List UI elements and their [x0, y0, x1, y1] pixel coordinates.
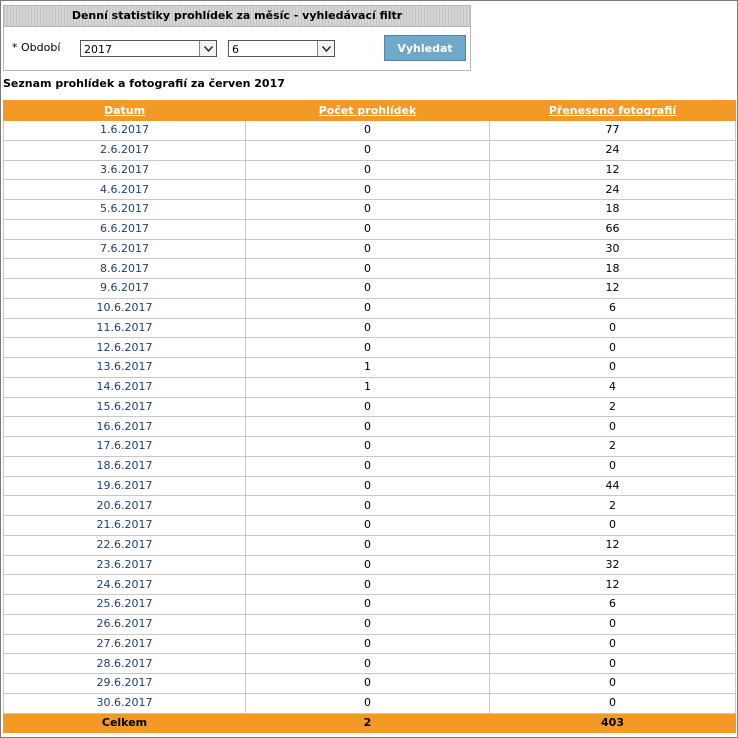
row-date: 15.6.2017: [4, 397, 246, 417]
row-date: 16.6.2017: [4, 417, 246, 437]
table-row: [4, 358, 736, 378]
table-row: [4, 417, 736, 437]
row-date: 5.6.2017: [4, 200, 246, 220]
table-row: [4, 200, 736, 220]
row-photos: 2: [490, 437, 736, 457]
row-visits: 0: [246, 535, 490, 555]
table-header-row: [4, 101, 736, 121]
row-photos: 12: [490, 575, 736, 595]
column-header-date[interactable]: Datum: [4, 101, 246, 121]
table-row: [4, 140, 736, 160]
total-label: Celkem: [4, 713, 246, 733]
row-photos: 2: [490, 397, 736, 417]
row-date: 23.6.2017: [4, 555, 246, 575]
row-date: 14.6.2017: [4, 377, 246, 397]
table-row: [4, 575, 736, 595]
table-body: [4, 121, 736, 714]
row-visits: 0: [246, 614, 490, 634]
row-date: 12.6.2017: [4, 338, 246, 358]
row-date: 19.6.2017: [4, 476, 246, 496]
row-photos: 0: [490, 634, 736, 654]
table-row: [4, 160, 736, 180]
row-photos: 44: [490, 476, 736, 496]
row-date: 20.6.2017: [4, 496, 246, 516]
table-row: [4, 437, 736, 457]
row-visits: 0: [246, 575, 490, 595]
table-row: [4, 397, 736, 417]
table-row: [4, 259, 736, 279]
table-row: [4, 634, 736, 654]
row-visits: 0: [246, 279, 490, 299]
month-select-value: 6: [232, 43, 239, 56]
row-photos: 0: [490, 318, 736, 338]
row-visits: 0: [246, 121, 490, 141]
statistics-table: [3, 100, 736, 733]
column-header-visits[interactable]: Počet prohlídek: [246, 101, 490, 121]
row-date: 2.6.2017: [4, 140, 246, 160]
chevron-down-icon[interactable]: [317, 41, 334, 56]
row-photos: 24: [490, 140, 736, 160]
row-photos: 30: [490, 239, 736, 259]
row-visits: 0: [246, 318, 490, 338]
row-visits: 0: [246, 160, 490, 180]
table-row: [4, 377, 736, 397]
row-photos: 18: [490, 200, 736, 220]
total-visits: 2: [246, 713, 490, 733]
total-photos: 403: [490, 713, 736, 733]
table-row: [4, 555, 736, 575]
row-date: 24.6.2017: [4, 575, 246, 595]
row-date: 6.6.2017: [4, 219, 246, 239]
period-label: * Období: [12, 41, 61, 54]
row-date: 22.6.2017: [4, 535, 246, 555]
filter-title: Denní statistiky prohlídek za měsíc - vyhledávací filtr: [4, 6, 470, 27]
row-date: 17.6.2017: [4, 437, 246, 457]
row-date: 18.6.2017: [4, 456, 246, 476]
row-visits: 0: [246, 476, 490, 496]
row-photos: 24: [490, 180, 736, 200]
row-photos: 6: [490, 595, 736, 615]
row-photos: 12: [490, 535, 736, 555]
year-select-value: 2017: [84, 43, 112, 56]
row-photos: 0: [490, 693, 736, 713]
row-photos: 0: [490, 614, 736, 634]
row-visits: 0: [246, 516, 490, 536]
chevron-down-icon[interactable]: [199, 41, 216, 56]
table-row: [4, 535, 736, 555]
row-visits: 0: [246, 496, 490, 516]
row-photos: 0: [490, 516, 736, 536]
row-visits: 0: [246, 397, 490, 417]
row-photos: 12: [490, 279, 736, 299]
list-title: Seznam prohlídek a fotografií za červen 2017: [3, 77, 285, 90]
row-date: 25.6.2017: [4, 595, 246, 615]
row-photos: 32: [490, 555, 736, 575]
table-row: [4, 338, 736, 358]
row-photos: 2: [490, 496, 736, 516]
row-date: 21.6.2017: [4, 516, 246, 536]
table-row: [4, 298, 736, 318]
row-photos: 77: [490, 121, 736, 141]
table-row: [4, 614, 736, 634]
table-row: [4, 180, 736, 200]
row-photos: 0: [490, 456, 736, 476]
row-photos: 0: [490, 417, 736, 437]
row-date: 10.6.2017: [4, 298, 246, 318]
year-select[interactable]: [80, 40, 217, 57]
row-visits: 0: [246, 298, 490, 318]
row-visits: 1: [246, 377, 490, 397]
table-row: [4, 496, 736, 516]
table-total-row: [4, 713, 736, 733]
row-date: 28.6.2017: [4, 654, 246, 674]
row-date: 13.6.2017: [4, 358, 246, 378]
month-select[interactable]: [228, 40, 335, 57]
row-visits: 0: [246, 140, 490, 160]
row-photos: 12: [490, 160, 736, 180]
row-visits: 0: [246, 219, 490, 239]
row-date: 1.6.2017: [4, 121, 246, 141]
row-visits: 0: [246, 555, 490, 575]
table-row: [4, 121, 736, 141]
row-visits: 0: [246, 456, 490, 476]
row-photos: 6: [490, 298, 736, 318]
table-row: [4, 239, 736, 259]
table-row: [4, 318, 736, 338]
table-row: [4, 654, 736, 674]
column-header-photos[interactable]: Přeneseno fotografií: [490, 101, 736, 121]
row-visits: 0: [246, 437, 490, 457]
row-photos: 0: [490, 338, 736, 358]
row-photos: 4: [490, 377, 736, 397]
row-visits: 0: [246, 674, 490, 694]
row-photos: 66: [490, 219, 736, 239]
row-photos: 0: [490, 674, 736, 694]
table-row: [4, 516, 736, 536]
row-date: 9.6.2017: [4, 279, 246, 299]
search-button[interactable]: Vyhledat: [384, 35, 466, 61]
table-row: [4, 674, 736, 694]
row-date: 26.6.2017: [4, 614, 246, 634]
filter-row: [4, 27, 470, 67]
row-visits: 0: [246, 417, 490, 437]
row-date: 4.6.2017: [4, 180, 246, 200]
row-visits: 0: [246, 180, 490, 200]
row-visits: 0: [246, 239, 490, 259]
row-photos: 18: [490, 259, 736, 279]
row-date: 11.6.2017: [4, 318, 246, 338]
row-date: 27.6.2017: [4, 634, 246, 654]
row-date: 30.6.2017: [4, 693, 246, 713]
row-visits: 0: [246, 693, 490, 713]
table-row: [4, 693, 736, 713]
search-filter-panel: [3, 5, 471, 71]
row-visits: 0: [246, 200, 490, 220]
row-photos: 0: [490, 654, 736, 674]
row-photos: 0: [490, 358, 736, 378]
row-date: 7.6.2017: [4, 239, 246, 259]
table-row: [4, 219, 736, 239]
row-visits: 0: [246, 595, 490, 615]
table-row: [4, 279, 736, 299]
table-row: [4, 476, 736, 496]
table-row: [4, 456, 736, 476]
row-date: 8.6.2017: [4, 259, 246, 279]
row-visits: 0: [246, 259, 490, 279]
row-visits: 0: [246, 338, 490, 358]
table-row: [4, 595, 736, 615]
row-visits: 0: [246, 654, 490, 674]
row-date: 3.6.2017: [4, 160, 246, 180]
row-date: 29.6.2017: [4, 674, 246, 694]
row-visits: 0: [246, 634, 490, 654]
row-visits: 1: [246, 358, 490, 378]
